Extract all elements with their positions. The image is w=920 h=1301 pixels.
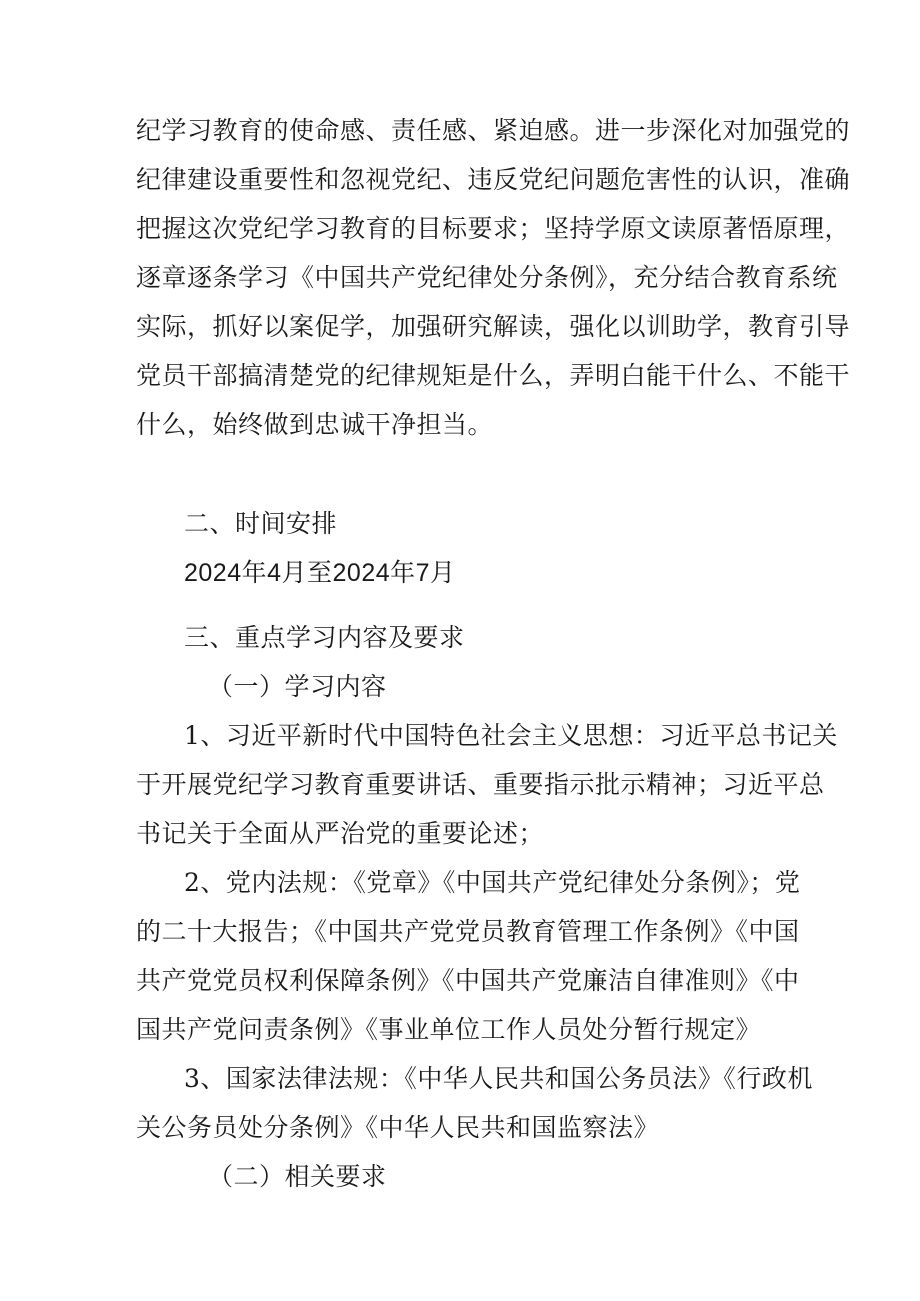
item-1-line-1: 1、习近平新时代中国特色社会主义思想：习近平总书记关 [184,721,838,750]
item-1-line-2: 于开展党纪学习教育重要讲话、重要指示批示精神；习近平总 [136,770,825,799]
item-1-line-3: 书记关于全面从严治党的重要论述； [136,819,545,848]
section-2-heading: 二、时间安排 [184,509,338,538]
intro-line-2: 纪律建设重要性和忽视党纪、违反党纪问题危害性的认识，准确 [136,165,851,194]
item-2-line-3: 共产党党员权利保障条例》《中国共产党廉洁自律准则》《中 [136,966,800,995]
subsection-1-heading: （一）学习内容 [208,672,387,701]
intro-line-5: 实际，抓好以案促学，加强研究解读，强化以训助学，教育引导 [136,312,851,341]
intro-line-3: 把握这次党纪学习教育的目标要求；坚持学原文读原著悟原理， [136,214,851,243]
item-3-line-1: 3、国家法律法规：《中华人民共和国公务员法》《行政机 [184,1064,813,1093]
section-3-heading: 三、重点学习内容及要求 [184,623,465,652]
subsection-2-heading: （二）相关要求 [208,1162,387,1191]
item-2-line-1: 2、党内法规：《党章》《中国共产党纪律处分条例》；党 [184,868,801,897]
intro-line-6: 党员干部搞清楚党的纪律规矩是什么，弄明白能干什么、不能干 [136,361,851,390]
item-2-line-4: 国共产党问责条例》《事业单位工作人员处分暂行规定》 [136,1015,762,1044]
item-2-line-2: 的二十大报告；《中国共产党党员教育管理工作条例》《中国 [136,917,800,946]
item-3-line-2: 关公务员处分条例》《中华人民共和国监察法》 [136,1113,660,1142]
intro-line-7: 什么，始终做到忠诚干净担当。 [136,410,494,439]
intro-line-1: 纪学习教育的使命感、责任感、紧迫感。进一步深化对加强党的 [136,116,851,145]
date-range: 2024年4月至2024年7月 [184,559,456,587]
intro-line-4: 逐章逐条学习《中国共产党纪律处分条例》，充分结合教育系统 [136,263,838,292]
